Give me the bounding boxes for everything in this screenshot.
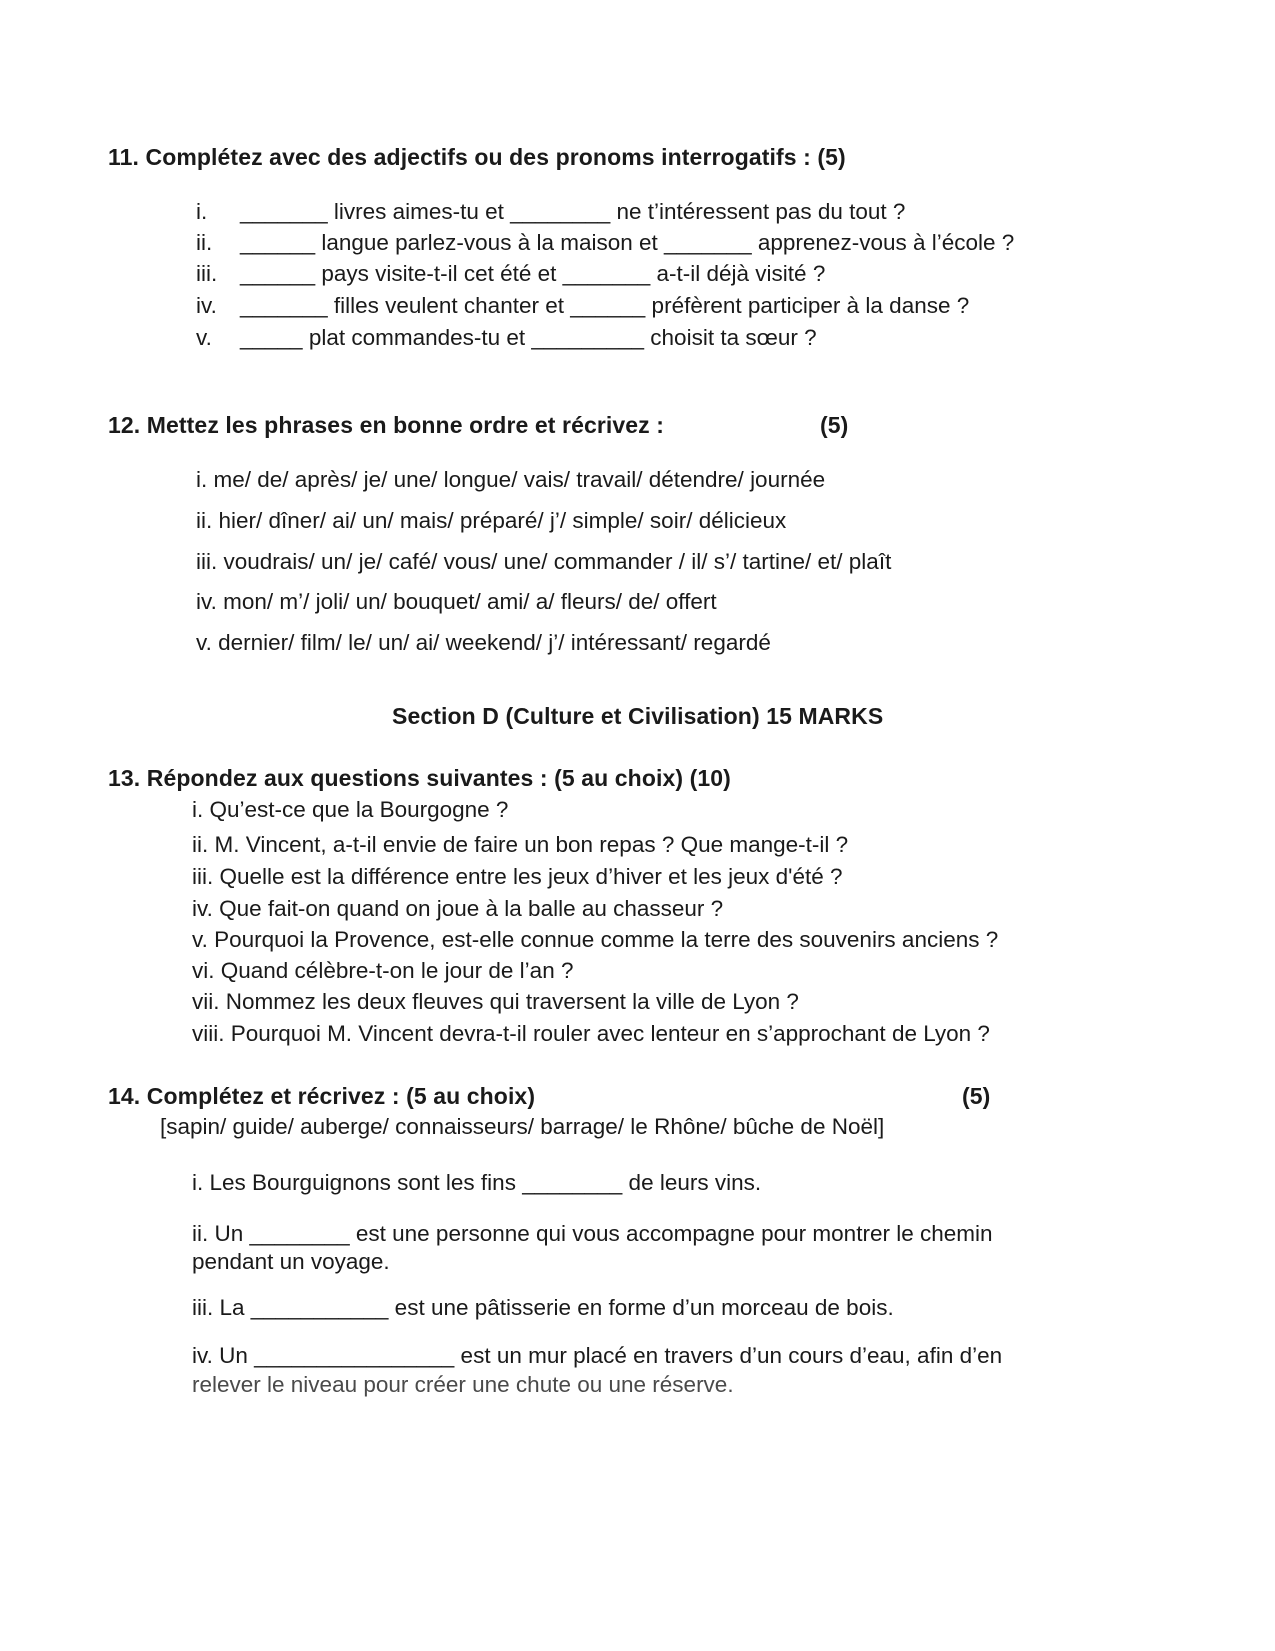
q12-item-5: v. dernier/ film/ le/ un/ ai/ weekend/ j’/ intéressant/ regardé — [196, 630, 771, 655]
q12-item-3: iii. voudrais/ un/ je/ café/ vous/ une/ commander / il/ s’/ tartine/ et/ plaît — [196, 549, 892, 574]
q12-marks: (5) — [820, 412, 849, 438]
q11-title: 11. Complétez avec des adjectifs ou des pronoms interrogatifs : (5) — [108, 144, 846, 170]
q13-title: 13. Répondez aux questions suivantes : (5 au choix) (10) — [108, 765, 731, 791]
q14-item-2: ii. Un ________ est une personne qui vous accompagne pour montrer le chemin — [192, 1221, 993, 1246]
q11-item-text: _______ livres aimes-tu et ________ ne t’intéressent pas du tout ? — [240, 199, 906, 224]
q13-item-8: viii. Pourquoi M. Vincent devra-t-il rouler avec lenteur en s’approchant de Lyon ? — [192, 1021, 990, 1046]
q14-word-bank: [sapin/ guide/ auberge/ connaisseurs/ barrage/ le Rhône/ bûche de Noël] — [160, 1114, 885, 1139]
q11-item-num: iv. — [196, 293, 217, 318]
q13-item-3: iii. Quelle est la différence entre les jeux d’hiver et les jeux d'été ? — [192, 864, 843, 889]
q13-item-7: vii. Nommez les deux fleuves qui traversent la ville de Lyon ? — [192, 989, 799, 1014]
q11-item-text: _______ filles veulent chanter et ______ préfèrent participer à la danse ? — [240, 293, 970, 318]
q14-item-1: i. Les Bourguignons sont les fins ________ de leurs vins. — [192, 1170, 762, 1195]
q14-title: 14. Complétez et récrivez : (5 au choix) — [108, 1083, 536, 1109]
q14-item-3: iii. La ___________ est une pâtisserie en forme d’un morceau de bois. — [192, 1295, 894, 1320]
q11-item-num: iii. — [196, 261, 218, 286]
q11-item-5 — [196, 325, 817, 351]
q14-item-4: iv. Un ________________ est un mur placé en travers d’un cours d’eau, afin d’en — [192, 1343, 1003, 1368]
section-d-heading: Section D (Culture et Civilisation) 15 MARKS — [392, 703, 884, 729]
q11-item-text: ______ pays visite-t-il cet été et _______ a-t-il déjà visité ? — [240, 261, 826, 286]
q12-item-2: ii. hier/ dîner/ ai/ un/ mais/ préparé/ j’/ simple/ soir/ délicieux — [196, 508, 787, 533]
q13-item-1: i. Qu’est-ce que la Bourgogne ? — [192, 797, 509, 822]
q12-title: 12. Mettez les phrases en bonne ordre et récrivez : — [108, 412, 665, 438]
q13-item-5: v. Pourquoi la Provence, est-elle connue comme la terre des souvenirs anciens ? — [192, 927, 999, 952]
q11-item-text: ______ langue parlez-vous à la maison et _______ apprenez-vous à l’école ? — [240, 230, 1015, 255]
q12-item-4: iv. mon/ m’/ joli/ un/ bouquet/ ami/ a/ fleurs/ de/ offert — [196, 589, 717, 614]
q13-item-4: iv. Que fait-on quand on joue à la balle au chasseur ? — [192, 896, 724, 921]
q13-item-6: vi. Quand célèbre-t-on le jour de l’an ? — [192, 958, 574, 983]
q14-item-2-cont: pendant un voyage. — [192, 1249, 390, 1274]
q14-marks: (5) — [962, 1083, 991, 1109]
q11-item-3 — [196, 261, 825, 287]
q11-item-1 — [196, 199, 905, 225]
q11-item-num: ii. — [196, 230, 213, 255]
q11-item-4 — [196, 293, 969, 319]
q14-item-4-cont: relever le niveau pour créer une chute ou une réserve. — [192, 1372, 734, 1397]
q11-item-num: v. — [196, 325, 212, 350]
q13-item-2: ii. M. Vincent, a-t-il envie de faire un bon repas ? Que mange-t-il ? — [192, 832, 849, 857]
q11-item-text: _____ plat commandes-tu et _________ choisit ta sœur ? — [240, 325, 817, 350]
q11-item-num: i. — [196, 199, 208, 224]
q11-item-2 — [196, 230, 1014, 256]
q12-item-1: i. me/ de/ après/ je/ une/ longue/ vais/ travail/ détendre/ journée — [196, 467, 826, 492]
